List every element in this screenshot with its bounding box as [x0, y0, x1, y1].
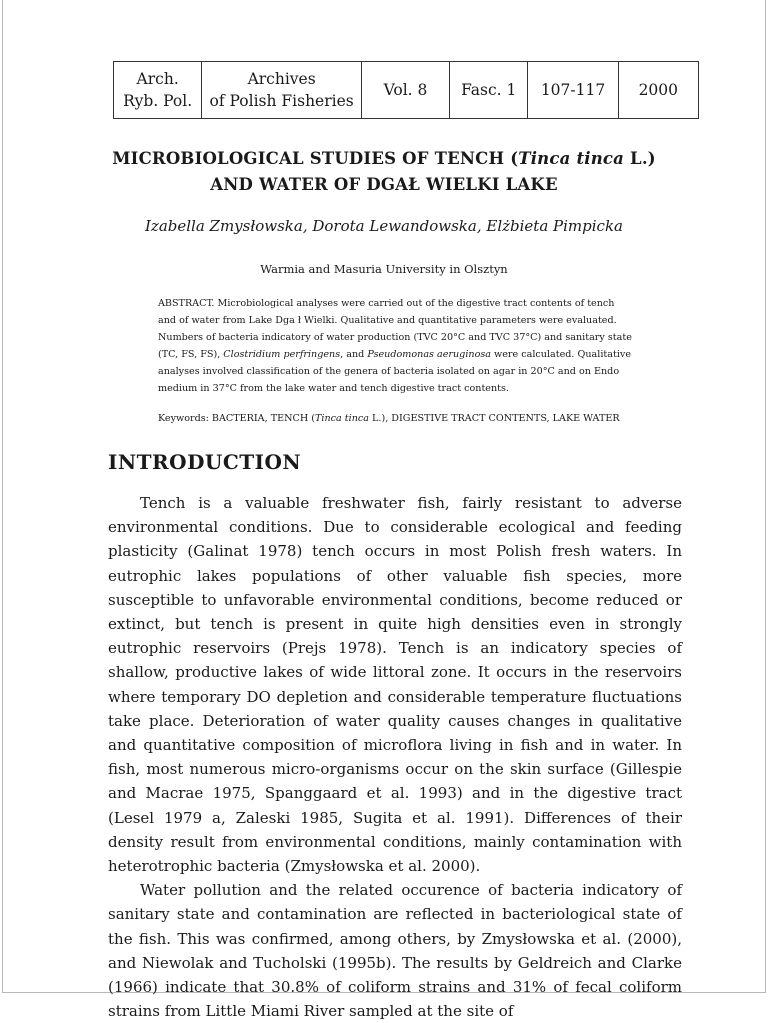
keywords: Keywords: BACTERIA, TENCH (Tinca tinca L.), DIGESTIVE TRACT CONTENTS, LAKE WATER	[158, 413, 620, 424]
introduction-body	[108, 491, 682, 1023]
journal-name-line2: of Polish Fisheries	[209, 92, 354, 110]
abstract: ABSTRACT. Microbiological analyses were carried out of the digestive tract contents of tench and of water from Lake Dga ł Wielki. Qualitative and quantitative parameters were evaluated. Numbers of bacteria indicatory of water production (TVC 20°C and TVC 37°C) and sanitary state (TC, FS, FS), Clostridium perfringens, and Pseudomonas aeruginosa were calculated. Qualitative analyses involved classification of the genera of bacteria isolated on agar in 20°C and on Endo medium in 37°C from the lake water and tench digestive tract contents.	[158, 298, 632, 394]
volume-cell: Vol. 8	[361, 62, 449, 119]
journal-header-table	[113, 61, 699, 119]
pages-cell: 107-117	[528, 62, 618, 119]
title-line2: AND WATER OF DGAŁ WIELKI LAKE	[210, 175, 558, 194]
journal-abbrev-line1: Arch.	[136, 70, 179, 88]
journal-name-line1: Archives	[247, 70, 316, 88]
year-cell: 2000	[618, 62, 698, 119]
section-heading-introduction: INTRODUCTION	[108, 450, 302, 474]
journal-abbrev-line2: Ryb. Pol.	[123, 92, 193, 110]
paragraph: Tench is a valuable freshwater fish, fairly resistant to adverse environmental conditions. Due to considerable ecological and feeding plasticity (Galinat 1978) tench occurs in most Polish fresh waters. In eutrophic lakes populations of other valuable fish species, more susceptible to unfavorable environmental conditions, become reduced or extinct, but tench is present in quite high densities even in strongly eutrophic reservoirs (Prejs 1978). Tench is an indicatory species of shallow, productive lakes of wide littoral zone. It occurs in the reservoirs where temporary DO depletion and considerable temperature fluctuations take place. Deterioration of water quality causes changes in qualitative and quantitative composition of microflora living in fish and in water. In fish, most numerous micro-organisms occur on the skin surface (Gillespie and Macrae 1975, Spanggaard et al. 1993) and in the digestive tract (Lesel 1979 a, Zaleski 1985, Sugita et al. 1991). Differences of their density result from environmental conditions, mainly contamination with heterotrophic bacteria (Zmysłowska et al. 2000).	[108, 494, 682, 876]
title-line1: MICROBIOLOGICAL STUDIES OF TENCH (Tinca tinca L.)	[112, 149, 656, 168]
affiliation: Warmia and Masuria University in Olsztyn	[260, 262, 508, 276]
journal-name-cell	[202, 62, 362, 119]
fascicle-cell: Fasc. 1	[450, 62, 528, 119]
author-list: Izabella Zmysłowska, Dorota Lewandowska, Elżbieta Pimpicka	[144, 217, 623, 235]
paper-title	[0, 146, 768, 198]
journal-abbrev-cell	[114, 62, 202, 119]
paragraph: Water pollution and the related occurence of bacteria indicatory of sanitary state and contamination are reflected in bacteriological state of the fish. This was confirmed, among others, by Zmysłowska et al. (2000), and Niewolak and Tucholski (1995b). The results by Geldreich and Clarke (1966) indicate that 30.8% of coliform strains and 31% of fecal coliform strains from Little Miami River sampled at the site of	[108, 881, 682, 1021]
